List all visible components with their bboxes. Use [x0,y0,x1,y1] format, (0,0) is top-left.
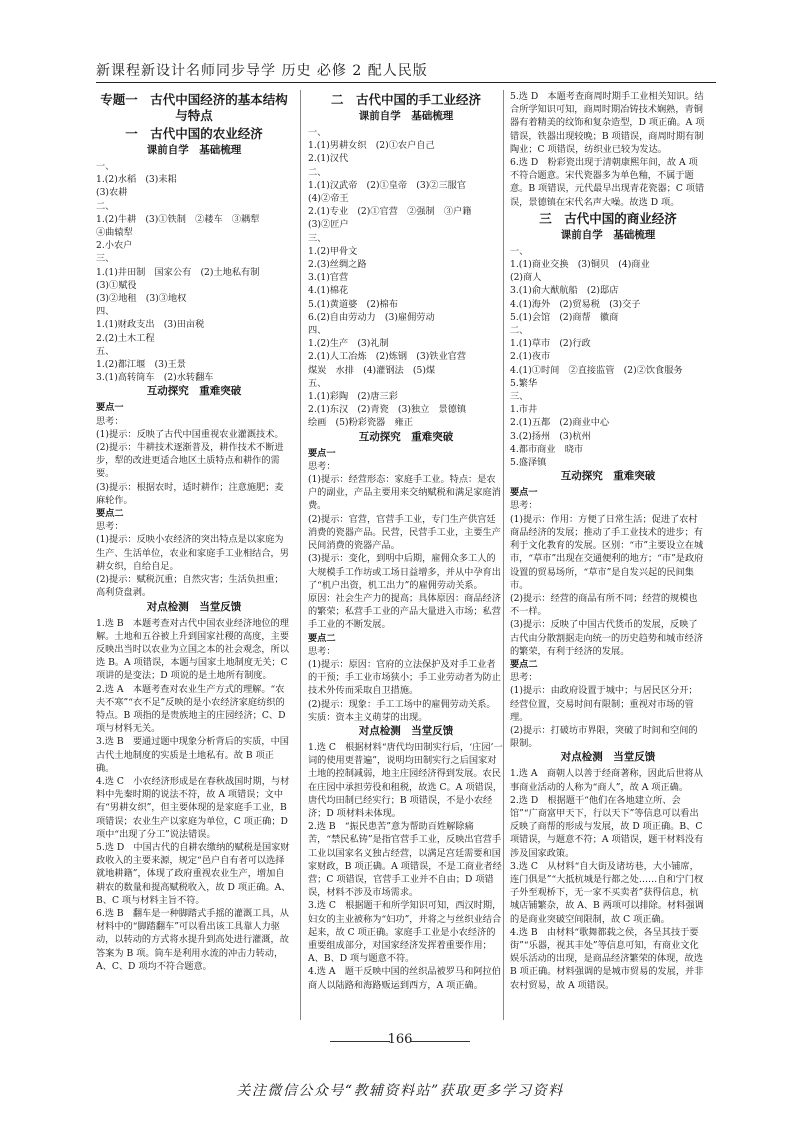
list-line: 三、 [510,391,529,403]
list-line: 3.(1)高转筒车 (2)水转翻车 [96,372,214,384]
list-line: 4.(1)棉花 [308,285,349,297]
paragraph: 4.选 C 小农经济形成是在春秋战国时期，与材料中先秦时期的说法不符，故 A 项错误；文中有“男耕女织”，但主要体现的是家庭手工业，B 项错误；农业生产以家庭为单位，C 项正确；D 项中“出现了分工”说法错误。 [96,775,290,840]
paragraph: 3.选 B 要通过题中现象分析背后的实质，中国古代土地制度的实质是土地私有。故 B 项正确。 [96,736,289,774]
paragraph: 原因：社会生产力的提高；具体原因：商品经济的繁荣；私营手工业的产品大量进入市场；私营手工业的不断发展。 [308,592,501,631]
answers-list [510,767,706,991]
header-rule [96,82,716,83]
list-line: 2.(1)五都 (2)商业中心 [510,417,610,429]
list-line: 2.(1)夜市 [510,351,551,363]
explore-list [96,401,292,599]
paragraph: 思考： [308,460,336,472]
list-line: (4)②帝王 [308,193,349,205]
paragraph: (2)提示：现象：手工工场中的雇佣劳动关系。实质：资本主义萌芽的出现。 [308,698,496,723]
list-line: (3)②匠户 [308,219,349,231]
paragraph: 1.选 B 本题考查对古代中国农业经济地位的理解。土地和五谷被上升到国家社稷的高度，主要反映出当时以农业为立国之本的社会观念，所以选 B。A 项错误，本题与国家土地制度无关；C 项讲的是变法；D 项说的是土地所有制度。 [96,617,289,682]
paragraph: (2)提示：牛耕技术逐渐普及，耕作技术不断进步，犁的改进更适合地区土质特点和耕作的需要。 [96,442,284,480]
paragraph: 4.选 A 题干反映中国的丝织品被罗马和阿拉伯商人以陆路和海路贩运到西方，A 项正确。 [308,966,501,991]
paragraph: 要点一 [96,402,124,414]
paragraph: 思考： [96,521,124,533]
list-line: 2.小农户 [96,240,133,252]
paragraph: 要点一 [510,487,538,499]
running-header: 新课程新设计名师同步导学 历史 必修 2 配人民版 [96,63,428,79]
list-line: (2)商人 [510,272,542,284]
list-line: 1.(1)井田制 国家公有 (2)土地私有制 [96,266,260,278]
list-line: 二、 [510,325,529,337]
paragraph: (2)提示：打破坊市界限，突破了时间和空间的限制。 [510,724,698,750]
list-line: 5.盛泽镇 [510,457,547,469]
answers-list [308,741,504,992]
paragraph: 思考： [510,672,538,684]
paragraph: 要点二 [308,632,336,644]
list-line: 煤炭 水排 (4)灌钢法 (5)煤 [308,364,436,376]
list-line: 2.(3)丝绸之路 [308,259,367,271]
list-line: 5.(1)黄道婆 (2)棉布 [308,298,398,310]
paragraph: (3)提示：变化，到明中后期，雇佣众多工人的大规模手工作坊或工场日益增多，并从中孕育出了“机户出资，机工出力”的雇佣劳动关系。 [308,553,501,591]
basics-list [96,160,292,384]
section-title-1: 一 古代中国的农业经济 [125,126,263,141]
list-line: 1.(1)商业交换 (3)铜贝 (4)商业 [510,259,650,271]
list-line: (3)农耕 [96,187,128,199]
paragraph: 2.选 B “振民患苦”意为帮助百姓解除痛苦，“禁民私铸”是指官营手工业，反映出官营手工业以国家名义独占经营，以满足宫廷需要和国家财政，B 项正确。A 项错误，不是工商业者经营；C 项错误，官营手工业并不自由；D 项错误，材料不涉及市场需求。 [308,821,502,899]
list-line: 1.(2)水稻 (3)耒耜 [96,174,177,186]
list-line: 3.(1)官营 [308,272,349,284]
paragraph: 3.选 C 从材料“自大街及诸坊巷，大小铺席，连门俱是”“大抵杭城是行都之处……自和宁门杈子外至观桥下，无一家不买卖者”获得信息，杭城店铺繁杂，故 A、B 两项可以排除。材料强调的是商业突破空间限制，故 C 项正确。 [510,860,704,925]
list-line: 4.(1)海外 (2)贸易税 (3)交子 [510,298,641,310]
paragraph: (2)提示：赋税沉重；自然灾害；生活负担重；高利贷盘剥。 [96,574,284,599]
list-line: 一、 [96,161,115,172]
list-line: 2.(1)专业 (2)①官营 ②强制 ③户籍 [308,206,472,218]
list-line: 绘画 (5)粉彩瓷器 雍正 [308,417,413,429]
subsection-title: 课前自学 基础梳理 [146,144,242,156]
paragraph: 6.选 B 翻车是一种脚踏式手摇的灌溉工具，从材料中的“脚踏翻车”可以看出该工具靠人力驱动，以转动的方式将水提升到高处进行灌溉，故答案为 B 项。筒车是利用水流的冲击力转动，A、C、D 项均不符合题意。 [96,907,289,972]
list-line: 四、 [308,325,327,337]
list-line: 五、 [96,345,115,357]
list-line: 2.(1)人工冶炼 (2)炼钢 (3)铁业官营 [308,351,467,363]
column-2 [308,90,504,1020]
subsection-title: 互动探究 重难突破 [358,430,454,443]
column-3 [510,90,706,1020]
paragraph: 4.选 B 由材料“歌舞都载之侯，各呈其技于要街”“乐器，视其丰处”等信息可知，有商业文化娱乐活动的出现，是商品经济繁荣的体现，故选 B 项正确。材料强调的是城市贸易的发展，并非农村贸易，故 A 项错误。 [510,926,704,991]
paragraph: 要点二 [96,508,124,520]
list-line: 二、 [308,166,327,178]
paragraph: 1.选 C 根据材料“唐代均田制实行后，‘庄园’一词的使用更普遍”，说明均田制实行之后国家对土地的控制减弱，地主庄园经济得到发展。农民在庄园中承担劳役和租税，故选 C。A 项错误，唐代均田制已经实行；B 项错误，不是小农经济；D 项材料未体现。 [308,741,503,819]
paragraph: 要点一 [308,447,336,459]
paragraph: (1)提示：经营形态：家庭手工业。特点：是农户的副业，产品主要用来交纳赋税和满足家庭消费。 [308,474,501,512]
subsection-title: 对点检测 当堂反馈 [358,724,454,737]
list-line: 一、 [510,245,529,257]
paragraph: 2.选 A 本题考查对农业生产方式的理解。“农夫不寒”“衣不足”反映的是小农经济家庭纺织的特点。B 项指的是贵族地主的庄园经济；C、D 项与材料无关。 [96,683,286,735]
paragraph: 思考： [308,645,336,657]
list-line: 1.(2)生产 (3)礼制 [308,338,389,350]
explore-list [510,486,706,750]
section-title-3: 三 古代中国的商业经济 [539,210,677,226]
list-line: 一、 [308,127,327,138]
list-line: 1.市井 [510,404,538,416]
paragraph: (1)提示：由政府设置于城中；与居民区分开；经营位置，交易时间有限制；重视对市场的管理。 [510,685,698,723]
list-line: ④曲辕犁 [96,227,133,239]
paragraph: (2)提示：经营的商品有所不同；经营的规模也不一样。 [510,592,698,618]
paragraph: 6.选 D 粉彩瓷出现于清朝康熙年间，故 A 项不符合题意。宋代瓷器多为单色釉，不属于题意。B 项错误，元代最早出现青花瓷器；C 项错误，景德镇在宋代名声大噪。故选 D 项。 [510,157,705,208]
list-line: 1.(2)牛耕 (3)①铁制 ②耧车 ③耦犁 [96,213,260,225]
paragraph: 思考： [510,500,538,512]
paragraph: (1)提示：反映小农经济的突出特点是以家庭为生产、生活单位，农业和家庭手工业相结合，男耕女织，自给自足。 [96,534,289,572]
explore-list [308,447,504,724]
list-line: 2.(1)东汉 (2)青瓷 (3)独立 景德镇 [308,404,467,416]
paragraph: 3.选 C 根据题干和所学知识可知，西汉时期，妇女的主业被称为“妇功”，并将之与丝织业结合起来，故 C 项正确。家庭手工业是小农经济的重要组成部分，对国家经济发挥着重要作用；A、B、D 项与题意不符。 [308,900,502,965]
paragraph: 思考： [96,415,124,427]
subsection-title: 课前自学 基础梳理 [358,110,454,122]
list-line: 1.(1)彩陶 (2)唐三彩 [308,391,398,403]
list-line: 5.(1)会馆 (2)商帮 徽商 [510,311,619,323]
list-line: 五、 [308,377,327,389]
list-line: 1.(1)财政支出 (3)田亩税 [96,319,205,331]
paragraph: (1)提示：作用：方便了日常生活；促进了农村商品经济的发展；推动了手工业技术的进步；有利于文化教育的发展。区别：“市”主要设立在城市，“草市”出现在交通便利的地方；“市”是政府设置的贸易场所，“草市”是自发兴起的民间集市。 [510,513,704,591]
paragraph: 5.选 D 本题考查商周时期手工业相关知识。结合所学知识可知，商周时期冶铸技术娴熟，青铜器有着精美的纹饰和复杂造型，D 项正确。A 项错误，铁器出现较晚；B 项错误，商周时期有制陶业；C 项错误，纺织业已较为发达。 [510,91,705,155]
list-line: 2.(1)汉代 [308,153,349,165]
list-line: 6.(2)自由劳动力 (3)雇佣劳动 [308,311,435,323]
list-line: (3)②地租 (3)③地权 [96,293,187,305]
footer-note: 关注微信公众号“教辅资料站”获取更多学习资料 [236,1083,564,1099]
list-line: 5.繁华 [510,377,538,389]
subsection-title: 对点检测 当堂反馈 [146,600,242,613]
answers-continued-list [510,90,706,209]
subsection-title: 互动探究 重难突破 [146,385,242,398]
basics-list [510,245,706,469]
basics-list [308,126,504,430]
column-divider-1 [300,90,301,1020]
paragraph: 5.选 D 中国古代的自耕农缴纳的赋税是国家财政收入的主要来源，规定“邑户自有者可以选择就地耕籍”，体现了政府重视农业生产，增加自耕农的数量和提高赋税收入，故 D 项正确。A、B、C 项与材料主旨不符。 [96,841,291,906]
list-line: 2.(2)土木工程 [96,332,155,344]
list-line: 4.(1)①时间 ②直接监管 (2)②饮食服务 [510,364,683,376]
subsection-title: 对点检测 当堂反馈 [560,751,656,764]
subsection-title: 互动探究 重难突破 [560,470,656,483]
answers-list [96,617,292,973]
paragraph: (3)提示：反映了中国古代货币的发展，反映了古代由分散割据走向统一的历史趋势和城市经济的繁荣，有利于经济的发展。 [510,619,703,657]
list-line: 1.(2)甲骨文 [308,245,358,257]
paragraph: (2)提示：官营，官营手工业，专门生产供宫廷消费的瓷器产品。民营，民营手工业，主要生产民间消费的瓷器产品。 [308,513,501,552]
list-line: 1.(1)汉武帝 (2)①皇帝 (3)②三服官 [308,179,467,191]
list-line: 1.(1)草市 (2)行政 [510,338,591,350]
paragraph: 1.选 A 商朝人以善于经商著称，因此后世将从事商业活动的人称为“商人”，故 A 项正确。 [510,768,703,793]
list-line: 四、 [96,306,115,318]
paragraph: (1)提示：原因：官府的立法保护及对手工业者的干预；手工业市场狭小；手工业劳动者为防止技术外传而采取自卫措施。 [308,658,501,697]
list-line: 3.(2)扬州 (3)杭州 [510,430,591,442]
page-number-wrap [0,1032,800,1047]
section-title-2: 二 古代中国的手工业经济 [330,92,481,107]
page-number: 166 [387,1032,413,1047]
paragraph: (1)提示：反映了古代中国重视农业灌溉技术。 [96,428,284,440]
list-line: 三、 [308,232,327,244]
list-line: 1.(2)都江堰 (3)王景 [96,359,186,371]
list-line: 3.(1)俞大猷航船 (2)邸店 [510,285,619,297]
list-line: 二、 [96,200,115,212]
list-line: 1.(1)男耕女织 (2)①农户自己 [308,140,435,152]
topic-title: 专题一 古代中国经济的基本结构与特点 [100,92,288,123]
column-1 [96,90,292,1020]
list-line: 三、 [96,253,115,265]
paragraph: (3)提示：根据农时，适时耕作；注意施肥；麦麻轮作。 [96,481,284,506]
paragraph: 2.选 D 根据题干“他们在各地建立所、会馆”“广商富甲天下，行以天下”等信息可以看出反映了商帮的形成与发展，故 D 项正确。B、C 项错误，与题意不符；A 项错误，题干材料没有涉及国家政策。 [510,794,704,859]
paragraph: 要点二 [510,658,538,670]
subsection-title: 课前自学 基础梳理 [560,228,656,241]
list-line: 4.都市商业 晓市 [510,443,584,455]
list-line: (3)①赋役 [96,279,137,291]
